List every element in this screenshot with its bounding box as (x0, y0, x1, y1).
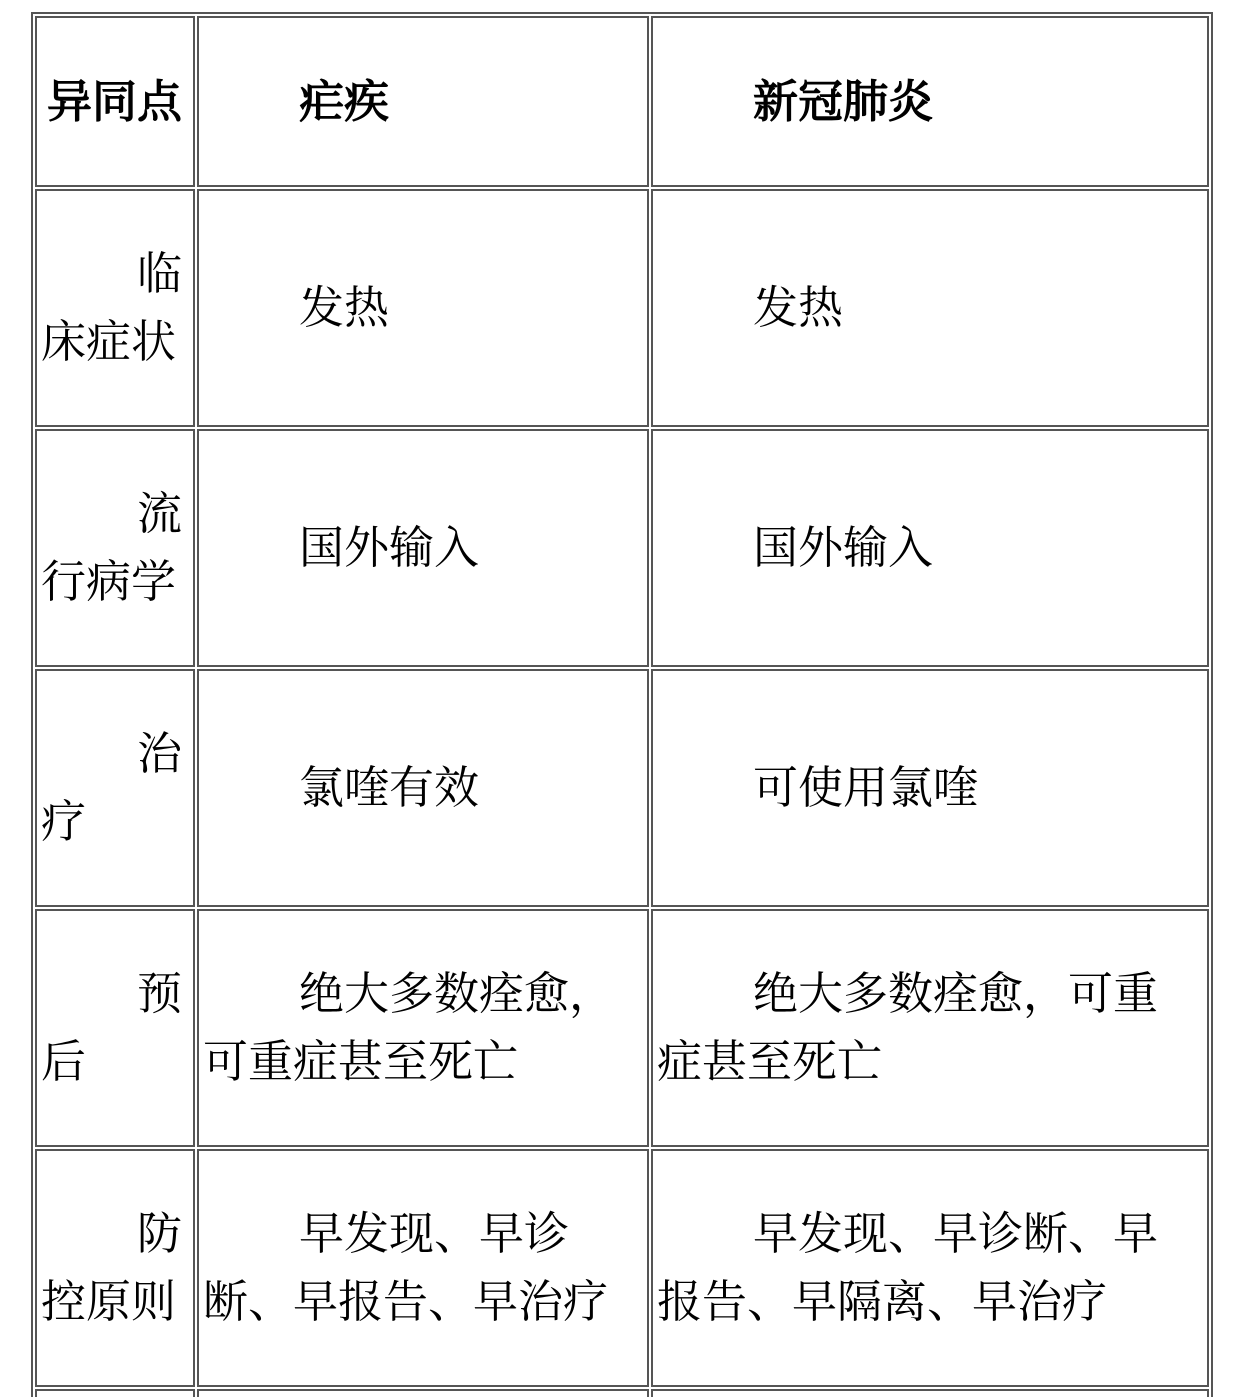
empty-cell (197, 1389, 649, 1397)
table-row (35, 1149, 1209, 1387)
table-row (35, 189, 1209, 427)
header-cell-malaria: 疟疾 (197, 16, 649, 187)
table-row (35, 429, 1209, 667)
empty-cell (35, 1389, 195, 1397)
malaria-cell: 发热 (197, 189, 649, 427)
malaria-cell: 国外输入 (197, 429, 649, 667)
table-row (35, 909, 1209, 1147)
row-aspect-cell: 预后 (35, 909, 195, 1147)
malaria-cell: 氯喹有效 (197, 669, 649, 907)
covid-cell: 国外输入 (651, 429, 1209, 667)
table-row (35, 669, 1209, 907)
table-row-partial (35, 1389, 1209, 1397)
malaria-cell: 绝大多数痊愈，可重症甚至死亡 (197, 909, 649, 1147)
malaria-cell: 早发现、早诊断、早报告、早治疗 (197, 1149, 649, 1387)
covid-cell: 绝大多数痊愈，可重症甚至死亡 (651, 909, 1209, 1147)
covid-cell: 发热 (651, 189, 1209, 427)
empty-cell (651, 1389, 1209, 1397)
header-cell-aspect: 异同点 (35, 16, 195, 187)
covid-cell: 可使用氯喹 (651, 669, 1209, 907)
header-row (35, 16, 1209, 187)
header-cell-covid: 新冠肺炎 (651, 16, 1209, 187)
covid-cell: 早发现、早诊断、早报告、早隔离、早治疗 (651, 1149, 1209, 1387)
row-aspect-cell: 治疗 (35, 669, 195, 907)
row-aspect-cell: 临床症状 (35, 189, 195, 427)
row-aspect-cell: 防控原则 (35, 1149, 195, 1387)
row-aspect-cell: 流行病学 (35, 429, 195, 667)
comparison-table (31, 12, 1213, 1397)
